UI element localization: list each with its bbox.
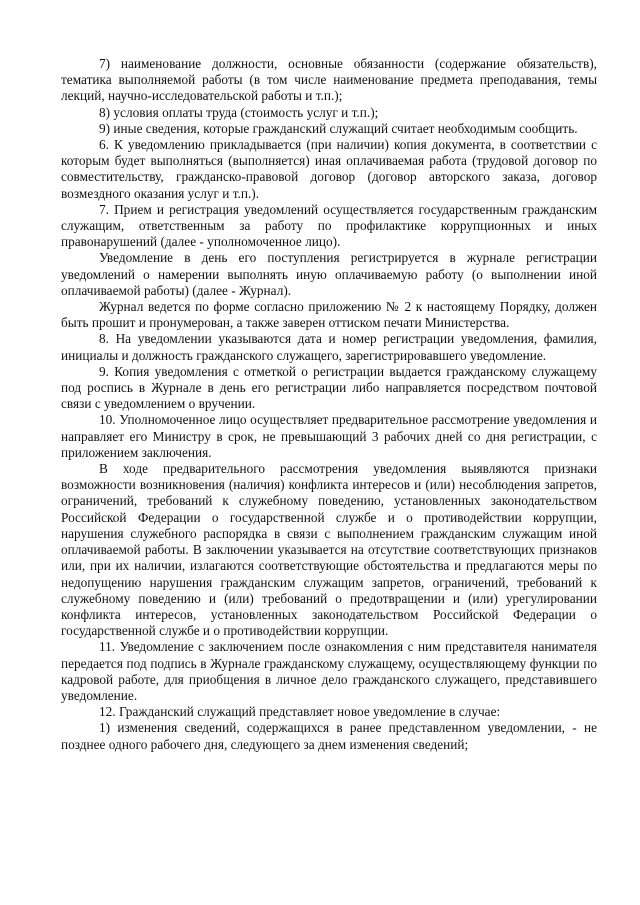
paragraph-item-9: 9) иные сведения, которые гражданский служащий считает необходимым сообщить. [99,120,578,136]
paragraph-section-12: 12. Гражданский служащий представляет новое уведомление в случае: [99,704,501,720]
paragraph-journal: Журнал ведется по форме согласно приложению № 2 к настоящему Порядку, должен быть прошит и пронумерован, а также заверен оттиском печати Министерства. [61,299,597,331]
paragraph-case-1: 1) изменения сведений, содержащихся в ранее представленном уведомлении, - не позднее одного рабочего дня, следующего за днем изменения сведений; [61,720,597,752]
paragraph-section-8: 8. На уведомлении указываются дата и номер регистрации уведомления, фамилия, инициалы и должность гражданского служащего, зарегистрировавшего уведомление. [61,331,597,363]
document-page [61,56,597,753]
paragraph-section-9: 9. Копия уведомления с отметкой о регистрации выдается гражданскому служащему под роспись в Журнале в день его регистрации либо направляется посредством почтовой связи с уведомлением о вручении. [61,363,597,412]
paragraph-section-6: 6. К уведомлению прикладывается (при наличии) копия документа, в соответствии с которым будет выполняться (выполняется) иная оплачиваемая работа (трудовой договор по совместительству, гражданско-правовой договор (договор авторского заказа, договор возмездного оказания услуг и т.п.). [61,137,597,201]
paragraph-registration: Уведомление в день его поступления регистрируется в журнале регистрации уведомлений о намерении выполнять иную оплачиваемую работу (о выполнении иной оплачиваемой работы) (далее - Журнал). [61,250,597,298]
paragraph-section-7: 7. Прием и регистрация уведомлений осуществляется государственным гражданским служащим, ответственным за работу по профилактике коррупционных и иных правонарушений (далее - уполномоченное лицо). [61,201,597,250]
paragraph-preliminary-review: В ходе предварительного рассмотрения уведомления выявляются признаки возможности возникновения (наличия) конфликта интересов и (или) несоблюдения запретов, ограничений, требований к служебному поведению, установленных законодательством Российской Федерации о государственной службе и о противодействии коррупции, нарушения служебного распорядка в связи с выполнением гражданским служащим иной оплачиваемой работы. В заключении указывается на отсутствие соответствующих признаков или, при их наличии, излагаются соответствующие обстоятельства и предлагаются меры по недопущению нарушения гражданским служащим запретов, ограничений, требований к служебному поведению и (или) требований о предотвращении и (или) урегулировании конфликта интересов, установленных законодательством Российской Федерации о государственной службе и о противодействии коррупции. [61,461,597,639]
paragraph-item-8: 8) условия оплаты труда (стоимость услуг и т.п.); [99,104,379,120]
paragraph-section-10: 10. Уполномоченное лицо осуществляет предварительное рассмотрение уведомления и направляет его Министру в срок, не превышающий 3 рабочих дней со дня регистрации, с приложением заключения. [61,412,597,460]
paragraph-item-7: 7) наименование должности, основные обязанности (содержание обязательств), тематика выполняемой работы (в том числе наименование предмета преподавания, темы лекций, научно-исследовательской работы и т.п.); [61,56,597,104]
paragraph-section-11: 11. Уведомление с заключением после ознакомления с ним представителя нанимателя передается под подпись в Журнале гражданскому служащему, осуществляющему функции по кадровой работе, для приобщения в личное дело гражданского служащего, представившего уведомление. [61,639,597,703]
